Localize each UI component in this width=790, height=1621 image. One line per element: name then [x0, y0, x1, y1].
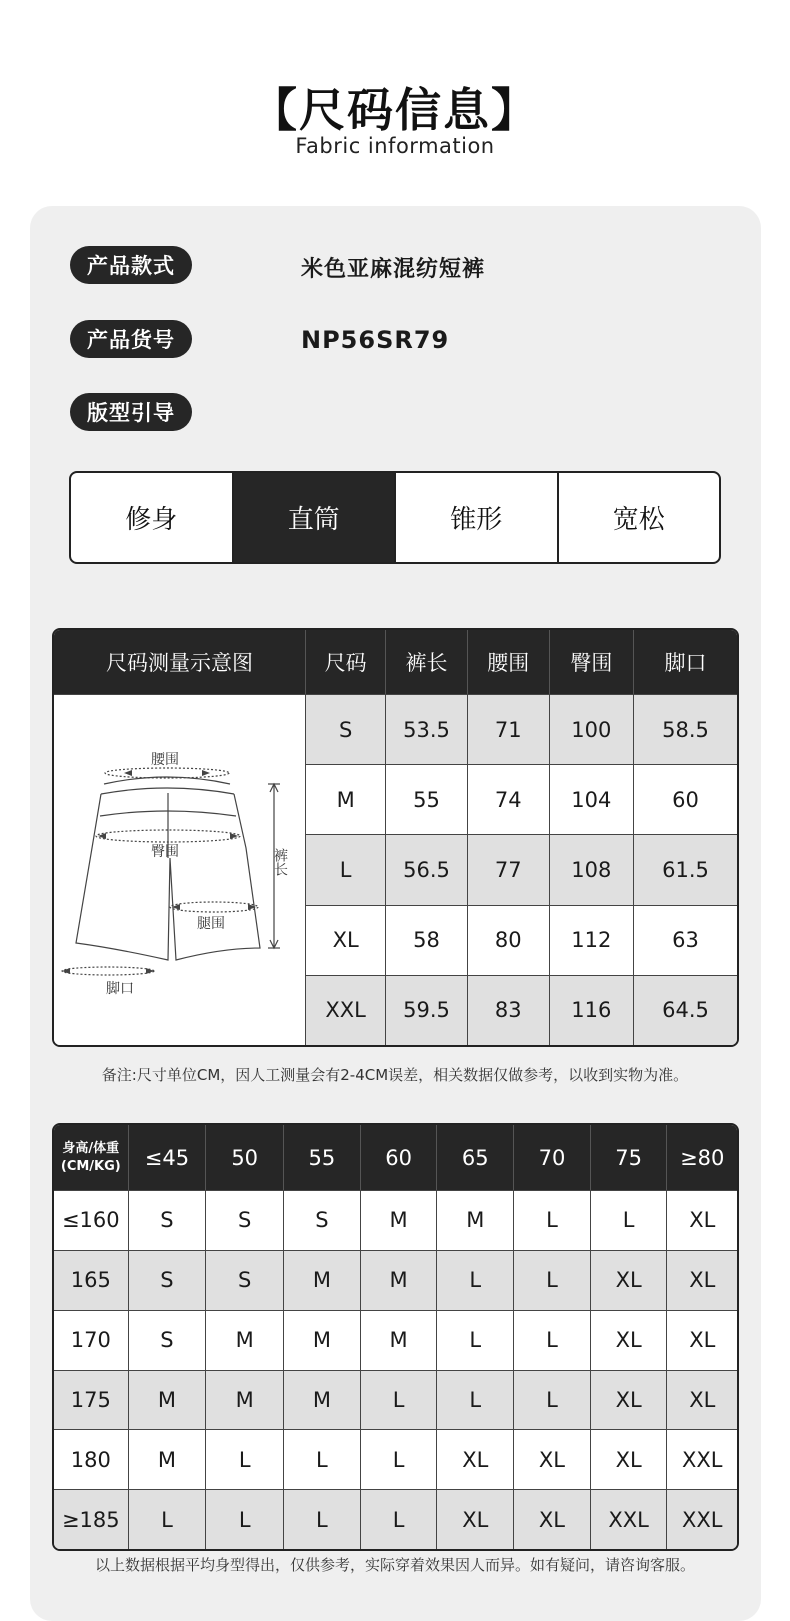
cell-waist: 77 [468, 834, 550, 904]
cell-length: 59.5 [386, 975, 467, 1045]
cell-recommended-size: M [284, 1310, 361, 1370]
cell-hip: 100 [550, 694, 634, 764]
cell-recommended-size: L [361, 1370, 438, 1430]
table-row [54, 1489, 737, 1549]
cell-height: 175 [54, 1370, 129, 1430]
diagram-label-length: 裤长 [272, 847, 289, 876]
header-diagram: 尺码测量示意图 [54, 630, 306, 694]
cell-recommended-size: XL [437, 1429, 514, 1489]
cell-recommended-size: S [206, 1250, 284, 1310]
cell-recommended-size: L [514, 1310, 591, 1370]
cell-recommended-size: S [129, 1310, 207, 1370]
cell-hem: 63 [634, 905, 737, 975]
cell-recommended-size: XL [514, 1429, 591, 1489]
info-label-sku: 产品货号 [70, 320, 192, 358]
cell-recommended-size: XL [591, 1250, 668, 1310]
disclaimer-note: 以上数据根据平均身型得出，仅供参考，实际穿着效果因人而异。如有疑问，请咨询客服。 [94, 1556, 695, 1574]
cell-recommended-size: L [437, 1250, 514, 1310]
info-row-fit [70, 393, 192, 431]
info-label-fit: 版型引导 [70, 393, 192, 431]
recommendation-header [54, 1125, 737, 1190]
diagram-label-hem: 脚口 [106, 980, 135, 997]
cell-recommended-size: M [361, 1250, 438, 1310]
cell-height: 165 [54, 1250, 129, 1310]
cell-recommended-size: XXL [591, 1489, 668, 1549]
cell-recommended-size: L [514, 1190, 591, 1250]
cell-recommended-size: M [129, 1429, 207, 1489]
header-hip: 臀围 [550, 630, 634, 694]
diagram-label-thigh: 腿围 [197, 915, 226, 932]
size-chart-table [52, 628, 739, 1047]
diagram-label-waist: 腰围 [151, 751, 180, 768]
measurement-note: 备注:尺寸单位CM，因人工测量会有2-4CM误差，相关数据仅做参考，以收到实物为准。 [101, 1066, 689, 1084]
measurement-diagram [54, 694, 306, 1045]
table-row [54, 1370, 737, 1430]
cell-size: L [306, 834, 386, 904]
cell-height: 180 [54, 1429, 129, 1489]
cell-recommended-size: M [437, 1190, 514, 1250]
header-weight: 60 [361, 1125, 438, 1190]
header-length: 裤长 [386, 630, 467, 694]
table-row [54, 694, 737, 764]
cell-recommended-size: M [361, 1310, 438, 1370]
table-row [54, 1250, 737, 1310]
cell-recommended-size: L [129, 1489, 207, 1549]
info-label-style: 产品款式 [70, 246, 192, 284]
cell-recommended-size: L [437, 1370, 514, 1430]
cell-recommended-size: XXL [667, 1489, 737, 1549]
cell-recommended-size: L [206, 1489, 284, 1549]
cell-hem: 64.5 [634, 975, 737, 1045]
cell-hem: 60 [634, 764, 737, 834]
size-chart-header [54, 630, 737, 694]
cell-recommended-size: L [514, 1370, 591, 1430]
cell-recommended-size: M [361, 1190, 438, 1250]
page-subtitle: Fabric information [295, 134, 495, 158]
header-waist: 腰围 [468, 630, 550, 694]
cell-waist: 83 [468, 975, 550, 1045]
cell-recommended-size: XL [437, 1489, 514, 1549]
cell-recommended-size: L [361, 1429, 438, 1489]
info-row-sku [70, 320, 192, 358]
cell-hem: 61.5 [634, 834, 737, 904]
header-size: 尺码 [306, 630, 386, 694]
size-recommendation-table [52, 1123, 739, 1551]
cell-length: 55 [386, 764, 467, 834]
shorts-diagram-icon [54, 698, 304, 1038]
cell-recommended-size: M [284, 1370, 361, 1430]
cell-size: XXL [306, 975, 386, 1045]
info-value-sku: NP56SR79 [301, 326, 450, 354]
fit-option-tapered: 锥形 [396, 473, 559, 562]
fit-option-slim: 修身 [71, 473, 234, 562]
cell-size: M [306, 764, 386, 834]
info-row-style [70, 246, 192, 284]
cell-height: ≥185 [54, 1489, 129, 1549]
cell-hip: 108 [550, 834, 634, 904]
cell-height: ≤160 [54, 1190, 129, 1250]
cell-recommended-size: S [284, 1190, 361, 1250]
header-weight: 55 [284, 1125, 361, 1190]
cell-size: XL [306, 905, 386, 975]
header-weight: 75 [591, 1125, 668, 1190]
fit-option-straight: 直筒 [234, 473, 397, 562]
cell-recommended-size: XL [667, 1190, 737, 1250]
cell-recommended-size: L [206, 1429, 284, 1489]
cell-length: 58 [386, 905, 467, 975]
cell-recommended-size: M [206, 1310, 284, 1370]
cell-recommended-size: L [284, 1489, 361, 1549]
header-height-weight [54, 1125, 129, 1190]
cell-length: 56.5 [386, 834, 467, 904]
cell-length: 53.5 [386, 694, 467, 764]
fit-option-loose: 宽松 [612, 505, 665, 535]
cell-recommended-size: XL [591, 1310, 668, 1370]
page-title: 【尺码信息】 [251, 83, 539, 137]
header-weight: 70 [514, 1125, 591, 1190]
info-value-style: 米色亚麻混纺短裤 [301, 257, 486, 282]
corner-label-line2: (CM/KG) [60, 1158, 121, 1174]
cell-waist: 74 [468, 764, 550, 834]
cell-hem: 58.5 [634, 694, 737, 764]
header-hem: 脚口 [634, 630, 737, 694]
fit-selector [69, 471, 721, 564]
cell-waist: 71 [468, 694, 550, 764]
cell-recommended-size: XL [591, 1370, 668, 1430]
cell-recommended-size: XXL [667, 1429, 737, 1489]
cell-recommended-size: M [206, 1370, 284, 1430]
cell-recommended-size: L [591, 1190, 668, 1250]
cell-recommended-size: XL [667, 1310, 737, 1370]
header-weight: ≥80 [667, 1125, 737, 1190]
cell-hip: 112 [550, 905, 634, 975]
cell-recommended-size: S [206, 1190, 284, 1250]
table-row [54, 1310, 737, 1370]
cell-height: 170 [54, 1310, 129, 1370]
cell-recommended-size: XL [514, 1489, 591, 1549]
header-weight: 65 [437, 1125, 514, 1190]
cell-recommended-size: M [284, 1250, 361, 1310]
cell-recommended-size: L [284, 1429, 361, 1489]
cell-recommended-size: L [437, 1310, 514, 1370]
cell-size: S [306, 694, 386, 764]
cell-hip: 116 [550, 975, 634, 1045]
cell-recommended-size: L [514, 1250, 591, 1310]
cell-recommended-size: XL [667, 1250, 737, 1310]
cell-recommended-size: S [129, 1250, 207, 1310]
corner-label-line1: 身高/体重 [62, 1140, 120, 1156]
cell-hip: 104 [550, 764, 634, 834]
cell-recommended-size: M [129, 1370, 207, 1430]
header-weight: 50 [206, 1125, 284, 1190]
table-row [54, 1190, 737, 1250]
table-row [54, 1429, 737, 1489]
cell-recommended-size: L [361, 1489, 438, 1549]
cell-recommended-size: XL [667, 1370, 737, 1430]
cell-recommended-size: S [129, 1190, 207, 1250]
cell-recommended-size: XL [591, 1429, 668, 1489]
cell-waist: 80 [468, 905, 550, 975]
diagram-label-hip: 臀围 [151, 843, 180, 860]
header-weight: ≤45 [129, 1125, 207, 1190]
